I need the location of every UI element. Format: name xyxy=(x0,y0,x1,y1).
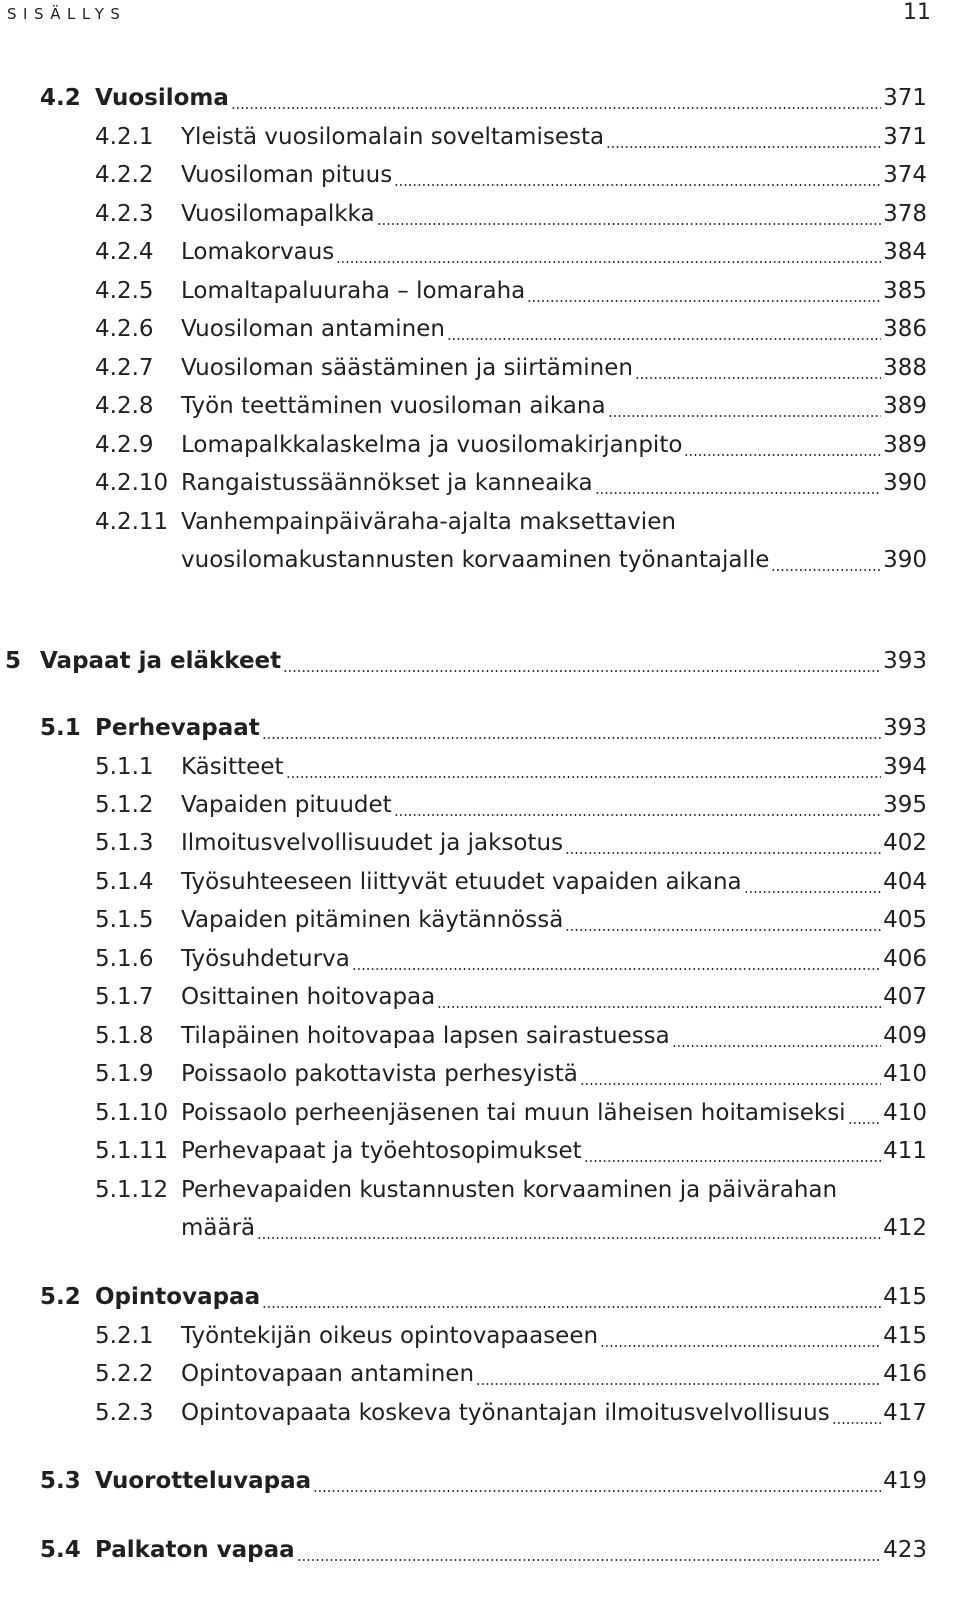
toc-entry xyxy=(0,386,960,426)
dot-leader xyxy=(437,1006,881,1008)
toc-entry-title: Vuosiloman säästäminen ja siirtäminen xyxy=(181,355,633,381)
toc-entry-page: 412 xyxy=(883,1215,927,1241)
dot-leader xyxy=(257,1237,881,1239)
toc-entry-page: 393 xyxy=(883,648,927,674)
dot-leader xyxy=(580,1083,881,1085)
toc-entry-page: 417 xyxy=(883,1400,927,1426)
toc-entry-title: Perhevapaat ja työehtosopimukset xyxy=(181,1138,582,1164)
toc-entry-number: 5.1.1 xyxy=(95,754,154,780)
toc-entry-title: Vuosilomapalkka xyxy=(181,201,375,227)
toc-entry xyxy=(0,747,960,787)
toc-entry xyxy=(0,194,960,234)
dot-leader xyxy=(565,852,881,854)
toc-entry-page: 404 xyxy=(883,869,927,895)
toc-entry xyxy=(0,425,960,465)
toc-entry xyxy=(0,641,960,681)
toc-entry xyxy=(0,823,960,863)
toc-entry-title: Vuosiloman pituus xyxy=(181,162,393,188)
toc-entry xyxy=(0,78,960,118)
toc-entry-title: Poissaolo perheenjäsenen tai muun läheisen hoitamiseksi xyxy=(181,1100,846,1126)
toc-entry xyxy=(0,977,960,1017)
toc-entry-title: Työsuhdeturva xyxy=(181,946,350,972)
toc-entry-title: Lomaltapaluuraha – lomaraha xyxy=(181,278,526,304)
toc-entry-page: 371 xyxy=(883,85,927,111)
toc-entry-page: 407 xyxy=(883,984,927,1010)
toc-entry xyxy=(0,271,960,311)
dot-leader xyxy=(336,261,881,263)
toc-entry-page: 389 xyxy=(883,393,927,419)
toc-entry-title: Ilmoitusvelvollisuudet ja jaksotus xyxy=(181,830,564,856)
toc-entry-title: Vuosiloman antaminen xyxy=(181,316,445,342)
toc-entry xyxy=(0,1461,960,1501)
toc-entry-title: Lomapalkkalaskelma ja vuosilomakirjanpito xyxy=(181,432,683,458)
toc-entry-number: 5.1.6 xyxy=(95,946,154,972)
toc-entry-title: Lomakorvaus xyxy=(181,239,335,265)
running-title: SISÄLLYS xyxy=(7,5,127,23)
toc-entry xyxy=(0,232,960,272)
toc-entry-number: 4.2.7 xyxy=(95,355,154,381)
dot-leader xyxy=(352,968,881,970)
toc-entry-page: 395 xyxy=(883,792,927,818)
toc-entry-title: vuosilomakustannusten korvaaminen työnantajalle xyxy=(181,547,770,573)
dot-leader xyxy=(635,377,881,379)
toc-entry-number: 5.1.7 xyxy=(95,984,154,1010)
toc-entry-number: 4.2.3 xyxy=(95,201,154,227)
toc-entry xyxy=(0,540,960,580)
toc-entry xyxy=(0,939,960,979)
toc-entry-page: 410 xyxy=(883,1100,927,1126)
toc-entry xyxy=(0,1016,960,1056)
page-number: 11 xyxy=(903,0,931,25)
toc-entry-title: Opintovapaata koskeva työnantajan ilmoitusvelvollisuus xyxy=(181,1400,830,1426)
toc-entry-page: 384 xyxy=(883,239,927,265)
toc-entry-number: 4.2.10 xyxy=(95,470,169,496)
toc-entry-number: 5.1.8 xyxy=(95,1023,154,1049)
toc-entry-page: 411 xyxy=(883,1138,927,1164)
toc-entry-title: Yleistä vuosilomalain soveltamisesta xyxy=(181,124,605,150)
toc-entry-number: 5.2 xyxy=(40,1284,81,1310)
toc-entry-page: 394 xyxy=(883,754,927,780)
toc-entry-page: 385 xyxy=(883,278,927,304)
toc-entry-title: Opintovapaa xyxy=(95,1284,261,1310)
toc-entry-number: 5 xyxy=(5,648,22,674)
toc-entry-number: 4.2.11 xyxy=(95,509,169,535)
dot-leader xyxy=(262,1306,881,1308)
toc-entry xyxy=(0,1208,960,1248)
dot-leader xyxy=(447,338,881,340)
toc-entry-page: 386 xyxy=(883,316,927,342)
toc-entry-title: Perhevapaat xyxy=(95,715,260,741)
toc-entry-page: 423 xyxy=(883,1537,927,1563)
toc-entry-page: 388 xyxy=(883,355,927,381)
toc-entry-number: 4.2.9 xyxy=(95,432,154,458)
toc-entry-title: Tilapäinen hoitovapaa lapsen sairastuessa xyxy=(181,1023,670,1049)
dot-leader xyxy=(377,223,881,225)
toc-entry xyxy=(0,900,960,940)
toc-entry xyxy=(0,1277,960,1317)
dot-leader xyxy=(565,929,881,931)
toc-entry xyxy=(0,1530,960,1570)
toc-entry xyxy=(0,348,960,388)
toc-entry xyxy=(0,1316,960,1356)
toc-entry-page: 416 xyxy=(883,1361,927,1387)
toc-entry-number: 4.2.5 xyxy=(95,278,154,304)
toc-entry xyxy=(0,1393,960,1433)
toc-entry-page: 415 xyxy=(883,1284,927,1310)
toc-entry xyxy=(0,1354,960,1394)
toc-entry-number: 5.1.5 xyxy=(95,907,154,933)
dot-leader xyxy=(848,1122,881,1124)
toc-entry-title: Työsuhteeseen liittyvät etuudet vapaiden aikana xyxy=(181,869,742,895)
toc-entry xyxy=(0,155,960,195)
toc-entry-number: 5.2.3 xyxy=(95,1400,154,1426)
toc-entry-page: 410 xyxy=(883,1061,927,1087)
dot-leader xyxy=(584,1160,881,1162)
toc-entry-page: 393 xyxy=(883,715,927,741)
dot-leader xyxy=(600,1345,881,1347)
dot-leader xyxy=(394,814,881,816)
dot-leader xyxy=(527,300,881,302)
dot-leader xyxy=(297,1559,881,1561)
dot-leader xyxy=(313,1490,881,1492)
toc-entry-page: 415 xyxy=(883,1323,927,1349)
dot-leader xyxy=(262,737,881,739)
toc-entry-title: Vapaiden pituudet xyxy=(181,792,392,818)
dot-leader xyxy=(606,146,881,148)
toc-entry-title: Vapaiden pitäminen käytännössä xyxy=(181,907,564,933)
dot-leader xyxy=(595,492,881,494)
toc-entry-page: 419 xyxy=(883,1468,927,1494)
dot-leader xyxy=(832,1422,881,1424)
dot-leader xyxy=(231,107,881,109)
toc-entry-title: Rangaistussäännökset ja kanneaika xyxy=(181,470,593,496)
toc-entry-title: Vapaat ja eläkkeet xyxy=(40,648,282,674)
toc-entry-page: 390 xyxy=(883,470,927,496)
toc-entry xyxy=(0,1131,960,1171)
toc-entry xyxy=(0,862,960,902)
toc-entry-page: 378 xyxy=(883,201,927,227)
toc-entry-title: määrä xyxy=(181,1215,256,1241)
toc-entry-number: 5.4 xyxy=(40,1537,81,1563)
toc-entry-page: 389 xyxy=(883,432,927,458)
toc-entry-page: 406 xyxy=(883,946,927,972)
toc-entry-page: 390 xyxy=(883,547,927,573)
toc-entry-title: Palkaton vapaa xyxy=(95,1537,295,1563)
dot-leader xyxy=(771,569,881,571)
toc-entry xyxy=(0,1054,960,1094)
dot-leader xyxy=(684,454,881,456)
toc-entry-number: 5.2.2 xyxy=(95,1361,154,1387)
toc-entry xyxy=(0,708,960,748)
toc-entry-number: 5.1.4 xyxy=(95,869,154,895)
toc-entry-title: Vuorotteluvapaa xyxy=(95,1468,312,1494)
toc-entry-number: 4.2.1 xyxy=(95,124,154,150)
toc-entry xyxy=(0,309,960,349)
toc-entry-number: 4.2 xyxy=(40,85,81,111)
toc-entry xyxy=(0,1170,960,1210)
toc-entry xyxy=(0,117,960,157)
toc-entry-page: 374 xyxy=(883,162,927,188)
toc-entry-number: 4.2.2 xyxy=(95,162,154,188)
toc-entry-number: 5.1.3 xyxy=(95,830,154,856)
toc-entry-title: Työntekijän oikeus opintovapaaseen xyxy=(181,1323,599,1349)
toc-entry-number: 5.1.2 xyxy=(95,792,154,818)
toc-entry-number: 5.1 xyxy=(40,715,81,741)
toc-entry-number: 5.1.10 xyxy=(95,1100,169,1126)
toc-entry-title: Käsitteet xyxy=(181,754,284,780)
toc-entry-title: Perhevapaiden kustannusten korvaaminen ja päivärahan xyxy=(181,1177,838,1203)
toc-entry-number: 4.2.8 xyxy=(95,393,154,419)
toc-entry-number: 5.1.11 xyxy=(95,1138,169,1164)
toc-entry-number: 5.1.12 xyxy=(95,1177,169,1203)
toc-entry-number: 5.2.1 xyxy=(95,1323,154,1349)
toc-entry-page: 371 xyxy=(883,124,927,150)
dot-leader xyxy=(286,776,881,778)
toc-entry-title: Osittainen hoitovapaa xyxy=(181,984,436,1010)
dot-leader xyxy=(394,184,881,186)
dot-leader xyxy=(476,1383,881,1385)
toc-entry-page: 402 xyxy=(883,830,927,856)
toc-entry xyxy=(0,463,960,503)
dot-leader xyxy=(672,1045,881,1047)
toc-entry-title: Vanhempainpäiväraha-ajalta maksettavien xyxy=(181,509,676,535)
dot-leader xyxy=(283,670,881,672)
toc-entry-title: Vuosiloma xyxy=(95,85,229,111)
toc-entry xyxy=(0,502,960,542)
toc-entry-title: Opintovapaan antaminen xyxy=(181,1361,475,1387)
toc-entry-title: Poissaolo pakottavista perhesyistä xyxy=(181,1061,578,1087)
toc-entry-page: 405 xyxy=(883,907,927,933)
toc-entry xyxy=(0,1093,960,1133)
toc-entry-page: 409 xyxy=(883,1023,927,1049)
toc-entry-number: 4.2.6 xyxy=(95,316,154,342)
toc-entry-number: 4.2.4 xyxy=(95,239,154,265)
dot-leader xyxy=(744,891,881,893)
toc-entry-number: 5.1.9 xyxy=(95,1061,154,1087)
dot-leader xyxy=(608,415,881,417)
toc-entry-title: Työn teettäminen vuosiloman aikana xyxy=(181,393,606,419)
toc-entry xyxy=(0,785,960,825)
toc-entry-number: 5.3 xyxy=(40,1468,81,1494)
